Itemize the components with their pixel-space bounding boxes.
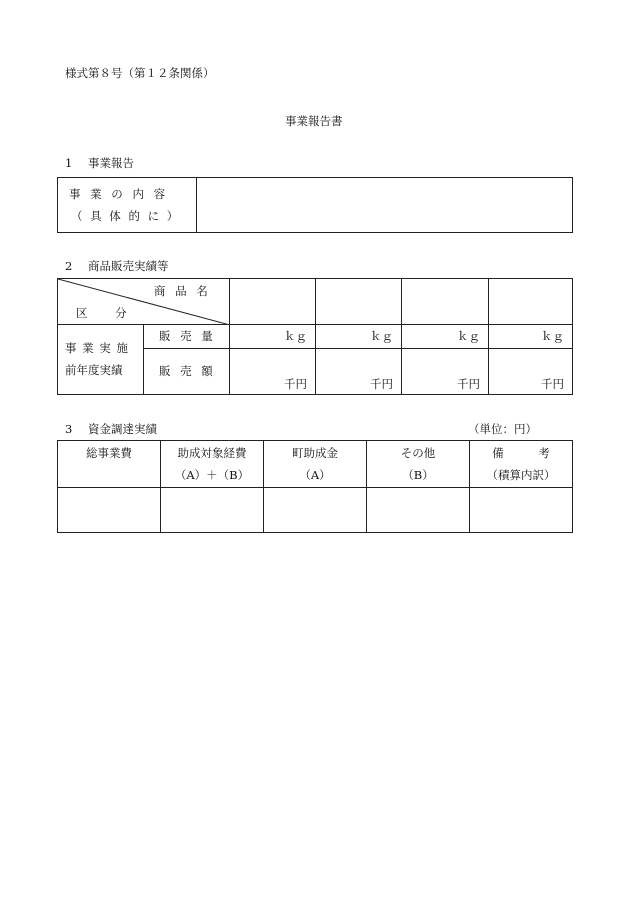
funding-header-total xyxy=(58,441,161,488)
business-content-label: 事 業 の 内 容 xyxy=(69,187,169,201)
funding-header-remarks-line1: 備 考 xyxy=(492,446,550,460)
sales-table xyxy=(57,278,573,395)
funding-header-eligible-line2: （A）＋（B） xyxy=(174,468,250,482)
prior-year-label-line2: 前年度実績 xyxy=(65,363,123,378)
section3-number: 3 xyxy=(65,422,73,436)
funding-header-remarks xyxy=(470,441,573,488)
funding-header-eligible-line1: 助成対象経費 xyxy=(177,446,247,460)
document-title: 事業報告書 xyxy=(285,114,343,128)
product-name-cell-2[interactable] xyxy=(316,279,402,325)
funding-header-remarks-line2: （積算内訳） xyxy=(486,468,556,482)
sales-amount-cell-3[interactable] xyxy=(402,348,489,394)
funding-header-other-line1: その他 xyxy=(400,446,436,460)
section2-heading: 商品販売実績等 xyxy=(88,259,169,273)
sales-amount-cell-4[interactable] xyxy=(489,348,573,394)
sales-quantity-label-cell xyxy=(144,325,230,348)
prior-year-results-label-cell xyxy=(58,325,144,395)
section3-heading: 資金調達実績 xyxy=(88,422,157,436)
sales-amount-cell-1[interactable] xyxy=(230,348,316,394)
sales-header-diagonal-cell xyxy=(58,279,230,325)
business-content-sublabel: （ 具 体 的 に ） xyxy=(71,209,181,223)
unit-note: （単位：円） xyxy=(468,422,537,436)
funding-header-other-line2: （B） xyxy=(402,468,434,482)
unit-kg: ｋｇ xyxy=(457,329,480,344)
unit-kg: ｋｇ xyxy=(370,329,393,344)
form-number: 様式第８号（第１２条関係） xyxy=(65,66,215,80)
funding-header-eligible xyxy=(161,441,264,488)
sales-amount-label: 販 売 額 xyxy=(159,363,216,378)
funding-value-eligible[interactable] xyxy=(161,487,264,533)
section1-number: 1 xyxy=(65,156,73,170)
sales-quantity-label: 販 売 量 xyxy=(159,329,216,344)
funding-header-town-grant-line1: 町助成金 xyxy=(292,446,338,460)
sales-quantity-cell-3[interactable] xyxy=(402,325,489,348)
sales-amount-label-cell xyxy=(144,348,230,394)
funding-value-remarks[interactable] xyxy=(470,487,573,533)
funding-value-other[interactable] xyxy=(367,487,470,533)
product-name-cell-3[interactable] xyxy=(402,279,489,325)
sales-amount-cell-2[interactable] xyxy=(316,348,402,394)
product-name-header: 商 品 名 xyxy=(154,284,211,298)
unit-thousand-yen: 千円 xyxy=(370,376,393,391)
product-name-cell-1[interactable] xyxy=(230,279,316,325)
unit-thousand-yen: 千円 xyxy=(541,376,564,391)
unit-thousand-yen: 千円 xyxy=(457,376,480,391)
sales-quantity-cell-4[interactable] xyxy=(489,325,573,348)
funding-table xyxy=(57,440,573,533)
funding-value-total[interactable] xyxy=(58,487,161,533)
sales-quantity-cell-1[interactable] xyxy=(230,325,316,348)
section1-heading: 事業報告 xyxy=(88,156,134,170)
business-content-label-cell xyxy=(58,178,197,233)
funding-header-town-grant xyxy=(264,441,367,488)
unit-thousand-yen: 千円 xyxy=(284,376,307,391)
category-header: 区 分 xyxy=(76,306,139,320)
section2-number: 2 xyxy=(65,259,73,273)
prior-year-label-line1: 事 業 実 施 xyxy=(65,341,129,356)
funding-header-town-grant-line2: （A） xyxy=(299,468,331,482)
unit-kg: ｋｇ xyxy=(284,329,307,344)
business-report-table xyxy=(57,177,573,233)
product-name-cell-4[interactable] xyxy=(489,279,573,325)
funding-header-other xyxy=(367,441,470,488)
funding-value-town-grant[interactable] xyxy=(264,487,367,533)
business-content-cell[interactable] xyxy=(197,178,573,233)
unit-kg: ｋｇ xyxy=(541,329,564,344)
sales-quantity-cell-2[interactable] xyxy=(316,325,402,348)
funding-header-total-line1: 総事業費 xyxy=(86,446,132,460)
